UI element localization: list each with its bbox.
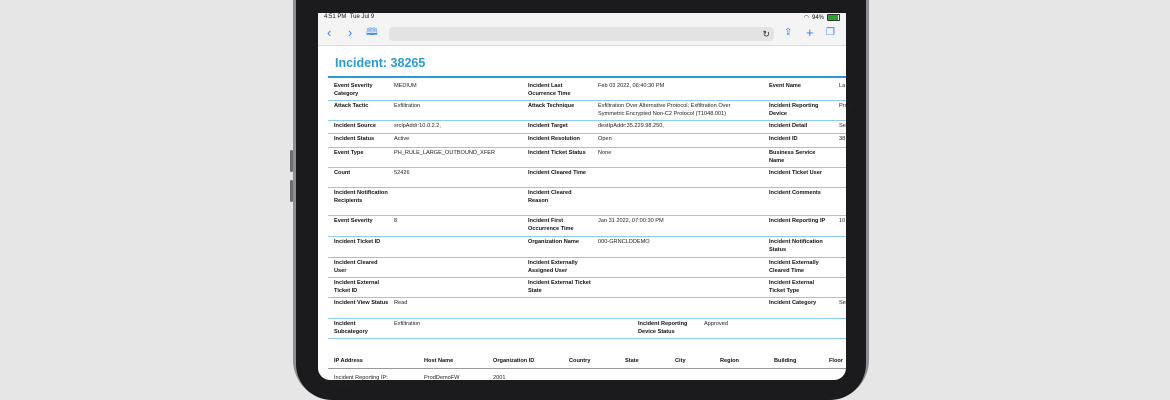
field-value: 52426	[394, 170, 410, 176]
table-header-divider	[328, 368, 846, 369]
field-value: 000-GRNCLDDEMO	[598, 239, 650, 245]
status-bar	[318, 13, 846, 23]
incident-detail-row	[328, 167, 846, 188]
field-label: Event Name	[769, 83, 802, 89]
field-value: Approved	[704, 321, 728, 327]
incident-detail-row	[328, 133, 846, 148]
field-label: Incident Externally Assigned User	[528, 260, 578, 274]
field-label: Incident First Occurrence Time	[528, 218, 574, 232]
field-label: Incident Category	[769, 300, 817, 306]
field-label: Attack Technique	[528, 103, 575, 109]
incident-detail-row	[328, 297, 846, 319]
field-label: Event Type	[334, 150, 364, 156]
field-label: Incident Ticket ID	[334, 239, 381, 245]
field-value: Se	[839, 300, 846, 306]
field-label: Incident Ticket User	[769, 170, 823, 176]
field-value: Active	[394, 136, 410, 142]
field-label: Incident Status	[334, 136, 375, 142]
forward-icon[interactable]: ›	[348, 25, 353, 40]
column-header[interactable]: Host Name	[424, 358, 454, 364]
tabs-icon[interactable]: ❐	[826, 27, 835, 38]
field-value: PH_RULE_LARGE_OUTBOUND_XFER	[394, 150, 496, 156]
battery-icon	[827, 14, 840, 21]
address-bar[interactable]	[389, 27, 774, 41]
new-tab-icon[interactable]: +	[806, 25, 814, 40]
page-title: Incident: 38265	[335, 56, 426, 70]
field-label: Incident External Ticket Type	[769, 280, 815, 294]
table-cell: 2001	[493, 375, 506, 381]
status-time: 4:51 PM	[324, 14, 347, 20]
field-value: Read	[394, 300, 408, 306]
incident-detail-row	[328, 120, 846, 134]
field-value: Exfiltration	[394, 103, 421, 109]
table-cell: ProdDemoFW	[424, 375, 460, 381]
table-cell: Incident Reporting IP: 10.0.1.1	[334, 375, 388, 389]
field-value: srclpAddr:10.0.2.2,	[394, 123, 441, 129]
incident-detail-row	[328, 257, 846, 278]
field-label: Incident Reporting Device Status	[638, 321, 688, 335]
screen	[318, 13, 851, 389]
field-label: Event Severity Category	[334, 83, 373, 97]
field-label: Incident Target	[528, 123, 568, 129]
back-icon[interactable]: ‹	[327, 25, 332, 40]
column-header[interactable]: IP Address	[334, 358, 363, 364]
incident-detail-row	[328, 277, 846, 298]
field-label: Business Service Name	[769, 150, 816, 164]
incident-detail-row	[328, 100, 851, 121]
field-label: Count	[334, 170, 351, 176]
battery-percent: 94%	[811, 14, 824, 21]
field-label: Incident Cleared Time	[528, 170, 587, 176]
column-header[interactable]: Organization ID	[493, 358, 535, 364]
field-value: Exfiltration Over Alternative Protocol: Exfiltration Over Symmetric Encrypted Non-C2 Protocol (T1048.001)	[598, 103, 731, 117]
field-value: Se	[839, 123, 846, 129]
field-label: Incident External Ticket ID	[334, 280, 380, 294]
field-value: None	[598, 150, 612, 156]
field-value: destIpAddr:35.229.98.250,	[598, 123, 664, 129]
incident-detail-row	[328, 318, 846, 339]
field-value: 38	[839, 136, 846, 142]
incident-detail-row	[328, 187, 846, 216]
column-header[interactable]: Building	[774, 358, 797, 364]
incident-detail-row	[328, 80, 846, 101]
column-header[interactable]: City	[675, 358, 686, 364]
field-label: Incident Comments	[769, 190, 821, 196]
incident-detail-row	[328, 215, 846, 237]
volume-button	[290, 180, 293, 202]
field-label: Attack Tactic	[334, 103, 369, 109]
share-icon[interactable]: ⇪	[784, 27, 793, 38]
field-value: Exfiltration	[394, 321, 421, 327]
bookmarks-icon[interactable]: 🕮	[366, 27, 378, 38]
reload-icon[interactable]: ↻	[762, 29, 770, 39]
incident-detail-row	[328, 236, 846, 258]
field-label: Incident Cleared User	[334, 260, 378, 274]
field-label: Incident Subcategory	[334, 321, 368, 335]
field-value: 10	[839, 218, 846, 224]
field-label: Incident Externally Cleared Time	[769, 260, 819, 274]
field-value: La	[839, 83, 846, 89]
field-label: Incident Reporting Device	[769, 103, 819, 117]
field-value: Open	[598, 136, 612, 142]
browser-toolbar	[318, 23, 846, 46]
field-label: Incident Last Ocurrence Time	[528, 83, 571, 97]
field-label: Incident Reporting IP	[769, 218, 826, 224]
field-label: Organization Name	[528, 239, 579, 245]
field-label: Event Severity	[334, 218, 373, 224]
column-header[interactable]: State	[625, 358, 639, 364]
field-value: 8	[394, 218, 398, 224]
field-label: Incident External Ticket State	[528, 280, 591, 294]
incident-detail-row	[328, 147, 846, 168]
field-label: Incident ID	[769, 136, 798, 142]
column-header[interactable]: Floor	[829, 358, 843, 364]
status-date: Tue Jul 9	[349, 14, 375, 20]
field-label: Incident Detail	[769, 123, 808, 129]
field-label: Incident Source	[334, 123, 376, 129]
title-divider	[328, 76, 846, 78]
field-value: MEDIUM	[394, 83, 417, 89]
field-value: Prod	[839, 103, 851, 109]
field-label: Incident Ticket Status	[528, 150, 586, 156]
column-header[interactable]: Country	[569, 358, 591, 364]
field-label: Incident Cleared Reason	[528, 190, 572, 204]
field-value: Feb 03 2022, 06:40:30 PM	[598, 83, 665, 89]
field-label: Incident Resolution	[528, 136, 580, 142]
incident-page	[318, 46, 851, 389]
field-label: Incident Notification Status	[769, 239, 823, 253]
field-label: Incident Notification Recipients	[334, 190, 388, 204]
volume-button	[290, 150, 293, 172]
field-label: Incident View Status	[334, 300, 389, 306]
column-header[interactable]: Region	[720, 358, 739, 364]
wifi-icon: ◠	[803, 15, 809, 21]
field-value: Jan 31 2022, 07:00:30 PM	[598, 218, 664, 224]
